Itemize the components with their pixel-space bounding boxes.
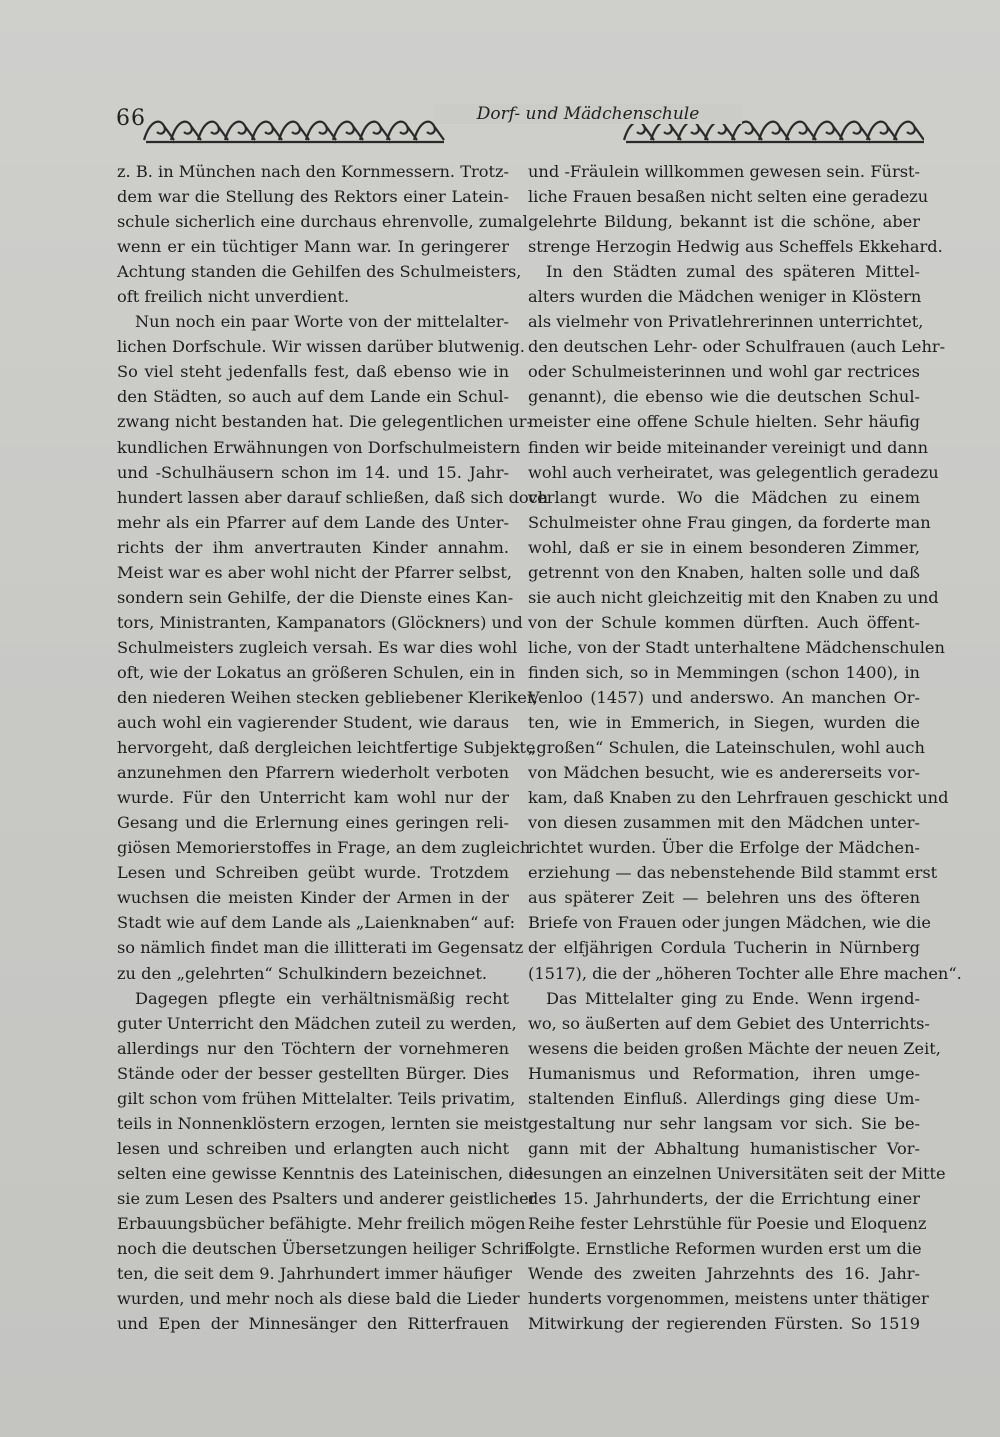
text-line: Dagegen pflegte ein verhältnismäßig recht	[135, 988, 509, 1008]
text-line: Gesang und die Erlernung eines geringen reli-	[117, 813, 509, 833]
text-line: gelehrte Bildung, bekannt ist die schöne, aber	[528, 212, 920, 232]
text-line: Mitwirkung der regierenden Fürsten. So 1519	[528, 1314, 920, 1334]
text-line: sie zum Lesen des Psalters und anderer geistlicher	[117, 1188, 537, 1208]
ornament-scroll	[867, 122, 897, 142]
text-line: anzunehmen den Pfarrern wiederholt verboten	[117, 763, 509, 783]
text-line: guter Unterricht den Mädchen zuteil zu werden,	[117, 1013, 517, 1033]
text-line: wenn er ein tüchtiger Mann war. In geringerer	[117, 237, 509, 257]
text-line: liche, von der Stadt unterhaltene Mädchenschulen	[528, 637, 945, 657]
ornament-scroll	[171, 122, 201, 142]
text-line: hundert lassen aber darauf schließen, daß sich doch	[117, 487, 549, 507]
text-line: zwang nicht bestanden hat. Die gelegentlichen ur-	[117, 412, 533, 432]
ornament-scroll	[360, 122, 390, 142]
text-line: gestaltung nur sehr langsam vor sich. Sie be-	[528, 1113, 920, 1133]
text-line: Erbauungsbücher befähigte. Mehr freilich mögen	[117, 1213, 526, 1233]
text-line: So viel steht jedenfalls fest, daß ebenso wie in	[117, 362, 509, 382]
text-line: Schulmeisters zugleich versah. Es war dies wohl	[117, 637, 518, 657]
text-line: ten, die seit dem 9. Jahrhundert immer häufiger	[117, 1264, 513, 1284]
text-line: (1517), die der „höheren Tochter alle Ehre machen“.	[528, 963, 962, 983]
text-line: hervorgeht, daß dergleichen leichtfertige Subjekte	[117, 738, 536, 758]
ornament-scroll	[198, 122, 228, 142]
text-line: getrennt von den Knaben, halten solle und daß	[528, 562, 920, 582]
text-line: lesen und schreiben und erlangten auch nicht	[117, 1138, 509, 1158]
text-line: finden sich, so in Memmingen (schon 1400), in	[528, 662, 920, 682]
text-line: Nun noch ein paar Worte von der mittelalter-	[135, 312, 509, 332]
text-line: auch wohl ein vagierender Student, wie daraus	[117, 713, 509, 733]
text-line: Stadt wie auf dem Lande als „Laienknaben“ auf:	[117, 913, 516, 933]
text-line: den niederen Weihen stecken gebliebener Kleriker,	[117, 687, 538, 707]
text-line: Wende des zweiten Jahrzehnts des 16. Jahr-	[528, 1264, 920, 1284]
ornament-scroll	[759, 122, 789, 142]
text-line: meister eine offene Schule hielten. Sehr häufig	[528, 412, 920, 432]
text-line: und -Fräulein willkommen gewesen sein. Fürst-	[528, 162, 920, 181]
ornament-scroll	[279, 122, 309, 142]
text-line: den Städten, so auch auf dem Lande ein Schul-	[117, 387, 509, 407]
text-line: wurden, und mehr noch als diese bald die Lieder	[117, 1289, 520, 1309]
text-line: Reihe fester Lehrstühle für Poesie und Eloquenz	[528, 1213, 927, 1233]
text-line: kam, daß Knaben zu den Lehrfrauen geschickt und	[528, 788, 949, 808]
ornament-scroll	[894, 122, 924, 142]
text-line: kundlichen Erwähnungen von Dorfschulmeistern	[117, 437, 521, 457]
text-line: mehr als ein Pfarrer auf dem Lande des Unter-	[117, 512, 509, 532]
text-line: z. B. in München nach den Kornmessern. Trotz-	[117, 162, 509, 181]
text-line: liche Frauen besaßen nicht selten eine geradezu	[528, 187, 929, 207]
text-line: und Epen der Minnesänger den Ritterfrauen	[117, 1314, 509, 1334]
ornament-scroll	[786, 122, 816, 142]
text-line: wohl auch verheiratet, was gelegentlich geradezu	[528, 462, 939, 482]
text-line: Venloo (1457) und anderswo. An manchen Or-	[528, 687, 920, 707]
ornament-scroll	[813, 122, 843, 142]
text-line: von diesen zusammen mit den Mädchen unter-	[528, 813, 920, 833]
text-line: tors, Ministranten, Kampanators (Glöckners) und	[117, 612, 523, 632]
text-line: noch die deutschen Übersetzungen heiliger Schrif-	[117, 1239, 536, 1259]
text-line: „großen“ Schulen, die Lateinschulen, wohl auch	[528, 738, 925, 758]
ornament-scroll	[252, 122, 282, 142]
text-line: hunderts vorgenommen, meistens unter thätiger	[528, 1289, 929, 1309]
text-line: lesungen an einzelnen Universitäten seit der Mitte	[528, 1163, 946, 1183]
text-line: wesens die beiden großen Mächte der neuen Zeit,	[528, 1038, 941, 1058]
ornament-scroll	[651, 122, 681, 142]
ornament-scroll	[306, 122, 336, 142]
text-line: Briefe von Frauen oder jungen Mädchen, wie die	[528, 913, 931, 933]
text-line: gilt schon vom frühen Mittelalter. Teils privatim,	[117, 1088, 516, 1108]
page-number: 66	[116, 106, 146, 131]
text-line: oft, wie der Lokatus an größeren Schulen, ein in	[117, 662, 516, 682]
text-line: verlangt wurde. Wo die Mädchen zu einem	[528, 487, 920, 507]
text-line: teils in Nonnenklöstern erzogen, lernten sie meist	[117, 1113, 529, 1133]
text-line: staltenden Einfluß. Allerdings ging diese Um-	[528, 1088, 920, 1108]
ornament-scroll	[414, 122, 444, 142]
text-line: genannt), die ebenso wie die deutschen Schul-	[528, 387, 920, 407]
running-title: Dorf- und Mädchenschule	[434, 104, 742, 124]
text-line: wurde. Für den Unterricht kam wohl nur der	[117, 788, 509, 808]
text-line: aus späterer Zeit — belehren uns des öfteren	[528, 888, 920, 908]
text-line: richtet wurden. Über die Erfolge der Mädchen-	[528, 838, 920, 858]
text-line: Das Mittelalter ging zu Ende. Wenn irgend-	[546, 988, 920, 1008]
text-line: zu den „gelehrten“ Schulkindern bezeichnet.	[117, 963, 488, 983]
text-line: des 15. Jahrhunderts, der die Errichtung einer	[528, 1188, 920, 1208]
text-line: wuchsen die meisten Kinder der Armen in der	[117, 888, 509, 908]
text-line: sondern sein Gehilfe, der die Dienste eines Kan-	[117, 587, 514, 607]
text-line: so nämlich findet man die illitterati im Gegensatz	[117, 938, 524, 958]
ornament-scroll	[624, 122, 654, 142]
text-line: Humanismus und Reformation, ihren umge-	[528, 1063, 920, 1083]
text-line: alters wurden die Mädchen weniger in Klöstern	[528, 287, 922, 307]
text-line: lichen Dorfschule. Wir wissen darüber blutwenig.	[117, 337, 525, 357]
text-line: selten eine gewisse Kenntnis des Lateinischen, die	[117, 1163, 534, 1183]
text-line: Stände oder der besser gestellten Bürger. Dies	[117, 1063, 509, 1083]
ornament-scroll	[840, 122, 870, 142]
text-line: gann mit der Abhaltung humanistischer Vor-	[528, 1138, 920, 1158]
text-line: von der Schule kommen dürften. Auch öffent-	[528, 612, 920, 632]
text-line: und -Schulhäusern schon im 14. und 15. Jahr-	[117, 462, 509, 482]
ornament-scroll	[333, 122, 363, 142]
ornament-scroll	[387, 122, 417, 142]
text-line: strenge Herzogin Hedwig aus Scheffels Ekkehard.	[528, 237, 943, 257]
text-column-left	[117, 159, 549, 1336]
text-line: oft freilich nicht unverdient.	[117, 287, 350, 307]
text-line: von Mädchen besucht, wie es andererseits vor-	[528, 763, 920, 783]
text-line: ten, wie in Emmerich, in Siegen, wurden die	[528, 713, 920, 733]
text-line: Schulmeister ohne Frau gingen, da forderte man	[528, 512, 931, 532]
text-line: Lesen und Schreiben geübt wurde. Trotzdem	[117, 863, 509, 883]
text-line: In den Städten zumal des späteren Mittel-	[546, 262, 920, 282]
text-line: der elfjährigen Cordula Tucherin in Nürnberg	[528, 938, 920, 958]
ornament-scroll	[732, 122, 762, 142]
text-line: oder Schulmeisterinnen und wohl gar rectrices	[528, 362, 920, 382]
text-line: erziehung — das nebenstehende Bild stammt erst	[528, 863, 938, 883]
text-line: sie auch nicht gleichzeitig mit den Knaben zu und	[528, 587, 939, 607]
text-line: dem war die Stellung des Rektors einer Latein-	[117, 187, 509, 207]
text-line: finden wir beide miteinander vereinigt und dann	[528, 437, 929, 457]
text-line: richts der ihm anvertrauten Kinder annahm.	[117, 537, 509, 557]
text-line: den deutschen Lehr- oder Schulfrauen (auch Lehr-	[528, 337, 946, 357]
text-line: schule sicherlich eine durchaus ehrenvolle, zumal	[117, 212, 528, 232]
text-line: allerdings nur den Töchtern der vornehmeren	[117, 1038, 509, 1058]
text-line: wo, so äußerten auf dem Gebiet des Unterrichts-	[528, 1013, 930, 1033]
text-line: Meist war es aber wohl nicht der Pfarrer selbst,	[117, 562, 512, 582]
text-line: wohl, daß er sie in einem besonderen Zimmer,	[528, 537, 920, 557]
text-column-right	[528, 159, 962, 1336]
text-line: Achtung standen die Gehilfen des Schulmeisters,	[117, 262, 522, 282]
text-line: als vielmehr von Privatlehrerinnen unterrichtet,	[528, 312, 924, 332]
ornament-scroll	[678, 122, 708, 142]
text-line: giösen Memorierstoffes in Frage, an dem zugleich	[117, 838, 531, 858]
ornament-scroll	[144, 122, 174, 142]
ornament-scroll	[705, 122, 735, 142]
text-line: folgte. Ernstliche Reformen wurden erst um die	[528, 1239, 922, 1259]
ornament-scroll	[225, 122, 255, 142]
page-header	[116, 104, 924, 144]
